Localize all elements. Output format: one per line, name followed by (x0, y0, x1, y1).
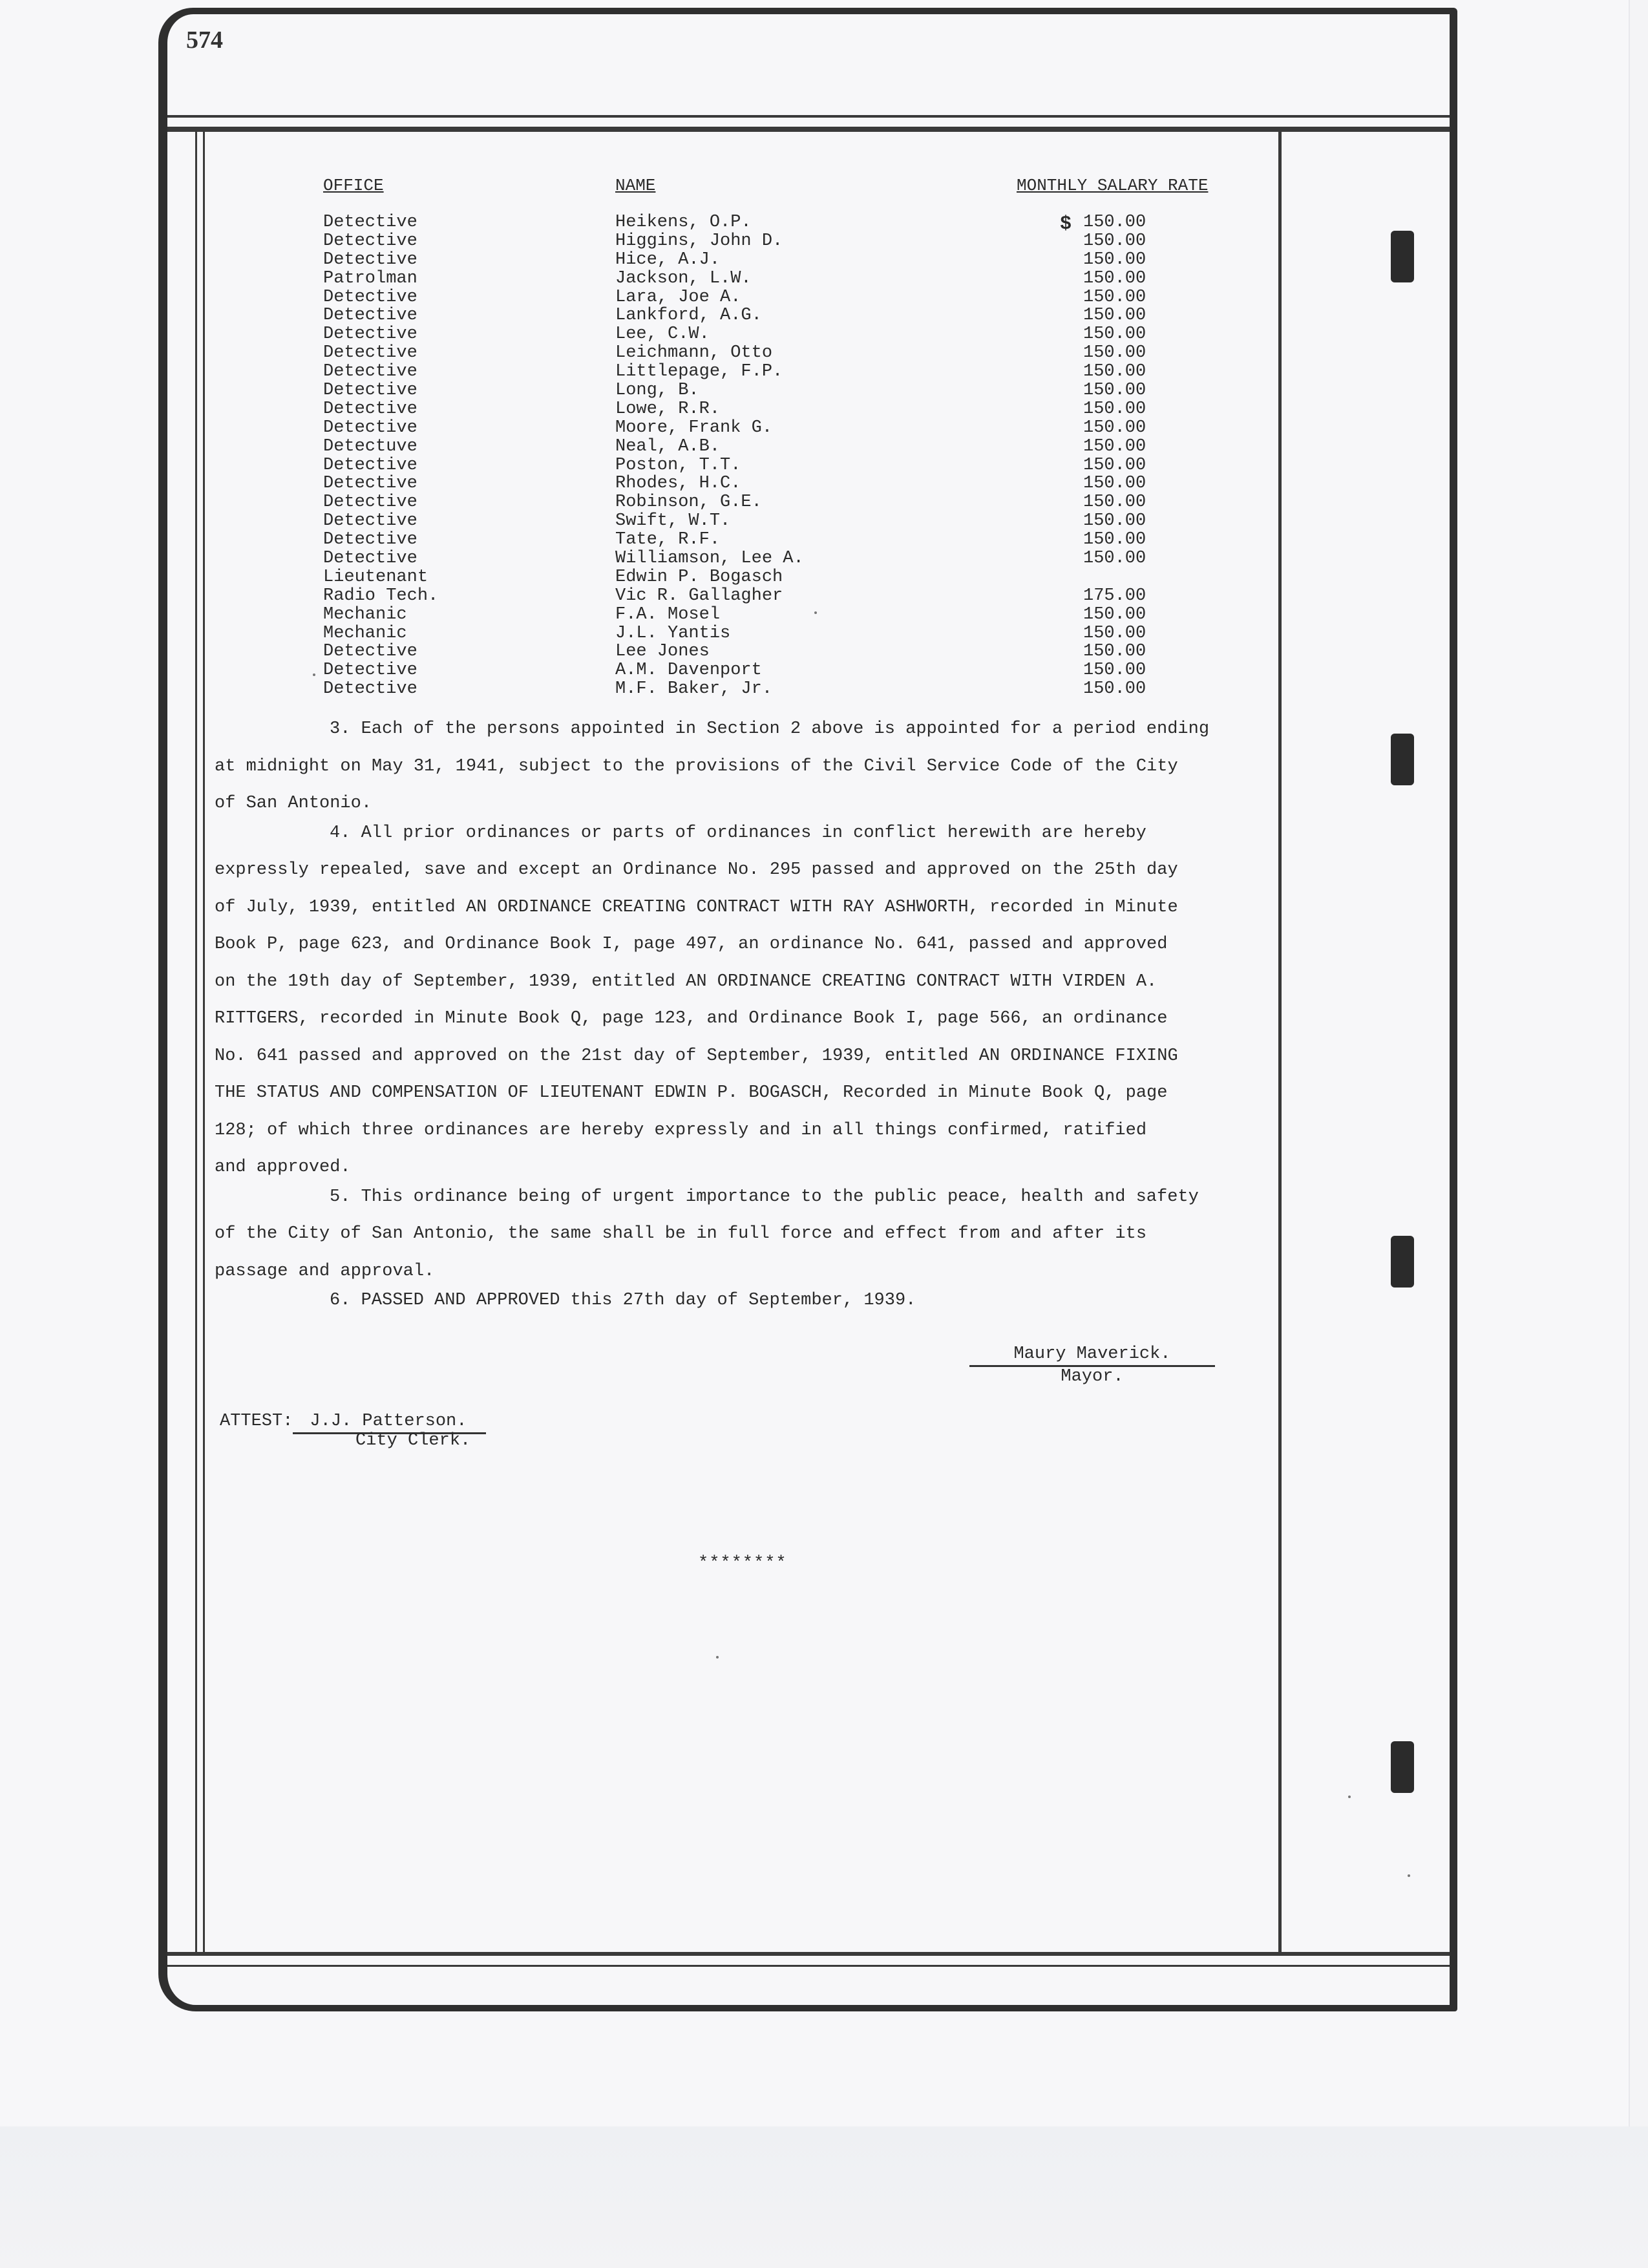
table-row (323, 288, 1241, 307)
text-line: passage and approval. (215, 1261, 435, 1281)
table-row (323, 344, 1241, 363)
binder-hole-mark (1391, 1741, 1414, 1793)
text-line: RITTGERS, recorded in Minute Book Q, page 123, and Ordinance Book I, page 566, an ordinance (215, 1009, 1168, 1028)
name-cell: Lee, C.W. (615, 324, 710, 344)
text-line: on the 19th day of September, 1939, entitled AN ORDINANCE CREATING CONTRACT WITH VIRDEN A. (215, 971, 1157, 991)
table-row (323, 213, 1241, 232)
text-line: expressly repealed, save and except an Ordinance No. 295 passed and approved on the 25th day (215, 860, 1178, 880)
office-cell: Detective (323, 530, 417, 550)
salary-cell: 150.00 (1083, 362, 1146, 382)
office-cell: Detective (323, 324, 417, 344)
name-cell: Littlepage, F.P. (615, 362, 783, 382)
table-row (323, 624, 1241, 643)
salary-cell: 150.00 (1083, 399, 1146, 419)
office-cell: Detective (323, 493, 417, 513)
name-cell: Lankford, A.G. (615, 306, 762, 326)
paragraph-section-6 (215, 1282, 1274, 1320)
office-cell: Lieutenant (323, 567, 428, 587)
salary-cell: 150.00 (1083, 604, 1146, 624)
page-number: 574 (186, 26, 223, 54)
office-cell: Detective (323, 474, 417, 494)
office-cell: Detective (323, 306, 417, 326)
name-cell: Tate, R.F. (615, 530, 721, 550)
paper-speck (1348, 1796, 1351, 1798)
office-cell: Radio Tech. (323, 586, 439, 606)
table-row (323, 568, 1241, 587)
name-cell: Lee Jones (615, 642, 710, 662)
text-line: Book P, page 623, and Ordinance Book I, page 497, an ordinance No. 641, passed and approved (215, 935, 1168, 954)
text-line: 3. Each of the persons appointed in Section 2 above is appointed for a period ending (330, 719, 1210, 739)
office-cell: Detective (323, 231, 417, 251)
paragraph-section-4 (215, 815, 1274, 1187)
name-cell: Jackson, L.W. (615, 268, 752, 288)
top-rule-thin (167, 115, 1450, 118)
salary-cell: 150.00 (1083, 381, 1146, 401)
table-row (323, 549, 1241, 568)
table-row (323, 363, 1241, 381)
paper-speck (1408, 1874, 1410, 1877)
table-row (323, 661, 1241, 680)
office-column-header: OFFICE (323, 176, 384, 195)
office-cell: Detective (323, 418, 417, 438)
table-row (323, 438, 1241, 456)
text-line: of the City of San Antonio, the same shall be in full force and effect from and after its (215, 1224, 1147, 1244)
salary-cell: 150.00 (1083, 343, 1146, 363)
bottom-rule-thick (167, 1952, 1450, 1956)
name-cell: Leichmann, Otto (615, 343, 773, 363)
table-row (323, 493, 1241, 512)
office-cell: Mechanic (323, 623, 407, 643)
table-row (323, 456, 1241, 475)
table-row (323, 381, 1241, 400)
left-margin-rule-inner (203, 132, 205, 1952)
table-row (323, 587, 1241, 606)
currency-symbol: $ (1060, 213, 1072, 235)
salary-cell: 150.00 (1083, 642, 1146, 662)
salary-rows (323, 213, 1241, 699)
salary-cell: 150.00 (1083, 661, 1146, 681)
right-margin-rule (1278, 132, 1282, 1952)
table-row (323, 251, 1241, 270)
paper-speck (313, 673, 315, 676)
name-cell: F.A. Mosel (615, 604, 721, 624)
table-row (323, 531, 1241, 549)
office-cell: Detective (323, 362, 417, 382)
salary-cell: 150.00 (1083, 474, 1146, 494)
table-row (323, 512, 1241, 531)
left-margin-rule-outer (195, 132, 197, 1952)
name-cell: Rhodes, H.C. (615, 474, 741, 494)
clerk-name: J.J. Patterson. (293, 1412, 486, 1434)
office-cell: Detective (323, 249, 417, 270)
name-cell: Lowe, R.R. (615, 399, 721, 419)
office-cell: Detective (323, 642, 417, 662)
text-line: 6. PASSED AND APPROVED this 27th day of September, 1939. (330, 1291, 916, 1310)
table-row (323, 606, 1241, 624)
rate-column-header: MONTHLY SALARY RATE (1017, 176, 1209, 195)
text-line: and approved. (215, 1158, 351, 1177)
table-row (323, 232, 1241, 251)
name-cell: Higgins, John D. (615, 231, 783, 251)
mayor-title: Mayor. (1061, 1367, 1124, 1386)
scanner-bed-margin (0, 2126, 1648, 2268)
paper-speck (814, 611, 817, 614)
text-line: 128; of which three ordinances are hereby expressly and in all things confirmed, ratified (215, 1120, 1147, 1140)
attest-label: ATTEST: (220, 1412, 293, 1431)
name-cell: Moore, Frank G. (615, 418, 773, 438)
text-line: No. 641 passed and approved on the 21st day of September, 1939, entitled AN ORDINANCE FIXING (215, 1046, 1178, 1066)
name-column-header: NAME (615, 176, 656, 195)
salary-cell: 175.00 (1083, 586, 1146, 606)
clerk-title: City Clerk. (355, 1431, 471, 1450)
salary-cell: 150.00 (1083, 511, 1146, 531)
office-cell: Detective (323, 549, 417, 569)
office-cell: Detectuve (323, 436, 417, 456)
salary-cell: 150.00 (1083, 268, 1146, 288)
name-cell: J.L. Yantis (615, 623, 731, 643)
end-divider: ******** (698, 1554, 787, 1573)
mayor-name: Maury Maverick. (969, 1344, 1215, 1367)
table-row (323, 325, 1241, 344)
paragraph-section-5 (215, 1179, 1274, 1291)
salary-cell: 150.00 (1083, 623, 1146, 643)
table-row (323, 680, 1241, 699)
office-cell: Detective (323, 511, 417, 531)
office-cell: Detective (323, 343, 417, 363)
salary-cell: 150.00 (1083, 306, 1146, 326)
name-cell: Heikens, O.P. (615, 213, 752, 232)
text-line: at midnight on May 31, 1941, subject to the provisions of the Civil Service Code of the City (215, 756, 1178, 776)
name-cell: Williamson, Lee A. (615, 549, 804, 569)
top-rule-thick (167, 127, 1450, 132)
salary-cell: 150.00 (1083, 493, 1146, 513)
salary-cell: 150.00 (1083, 455, 1146, 475)
office-cell: Detective (323, 381, 417, 401)
mayor-signature-block (969, 1344, 1215, 1386)
attest-block (220, 1412, 486, 1450)
text-line: of San Antonio. (215, 794, 372, 813)
salary-cell: 150.00 (1083, 436, 1146, 456)
name-cell: M.F. Baker, Jr. (615, 679, 773, 699)
paper-speck (716, 1656, 719, 1659)
office-cell: Detective (323, 679, 417, 699)
name-cell: A.M. Davenport (615, 661, 762, 681)
ordinance-body (215, 711, 1274, 1320)
text-line: of July, 1939, entitled AN ORDINANCE CREATING CONTRACT WITH RAY ASHWORTH, recorded in Minute (215, 897, 1178, 917)
salary-cell: 150.00 (1083, 287, 1146, 307)
text-line: 4. All prior ordinances or parts of ordinances in conflict herewith are hereby (330, 823, 1146, 843)
office-cell: Mechanic (323, 604, 407, 624)
office-cell: Detective (323, 213, 417, 232)
office-cell: Detective (323, 287, 417, 307)
name-cell: Poston, T.T. (615, 455, 741, 475)
name-cell: Hice, A.J. (615, 249, 721, 270)
text-line: 5. This ordinance being of urgent importance to the public peace, health and safety (330, 1187, 1199, 1207)
binder-hole-mark (1391, 231, 1414, 282)
table-row (323, 474, 1241, 493)
table-row (323, 306, 1241, 325)
name-cell: Vic R. Gallagher (615, 586, 783, 606)
salary-cell: 150.00 (1083, 231, 1146, 251)
name-cell: Lara, Joe A. (615, 287, 741, 307)
office-cell: Patrolman (323, 268, 417, 288)
salary-cell: 150.00 (1083, 249, 1146, 270)
name-cell: Neal, A.B. (615, 436, 721, 456)
name-cell: Long, B. (615, 381, 699, 401)
bottom-rule-thin (167, 1965, 1450, 1967)
text-line: THE STATUS AND COMPENSATION OF LIEUTENANT EDWIN P. BOGASCH, Recorded in Minute Book Q, page (215, 1083, 1168, 1103)
office-cell: Detective (323, 661, 417, 681)
table-row (323, 642, 1241, 661)
office-cell: Detective (323, 455, 417, 475)
name-cell: Swift, W.T. (615, 511, 731, 531)
office-cell: Detective (323, 399, 417, 419)
name-cell: Robinson, G.E. (615, 493, 762, 513)
name-cell: Edwin P. Bogasch (615, 567, 783, 587)
binder-hole-mark (1391, 734, 1414, 785)
salary-cell: 150.00 (1083, 213, 1146, 232)
salary-cell: 150.00 (1083, 418, 1146, 438)
paragraph-section-3 (215, 711, 1274, 823)
salary-cell: 150.00 (1083, 679, 1146, 699)
salary-cell: 150.00 (1083, 530, 1146, 550)
salary-cell: 150.00 (1083, 549, 1146, 569)
table-row (323, 419, 1241, 438)
salary-cell: 150.00 (1083, 324, 1146, 344)
binder-hole-mark (1391, 1236, 1414, 1288)
table-row (323, 400, 1241, 419)
table-row (323, 270, 1241, 288)
